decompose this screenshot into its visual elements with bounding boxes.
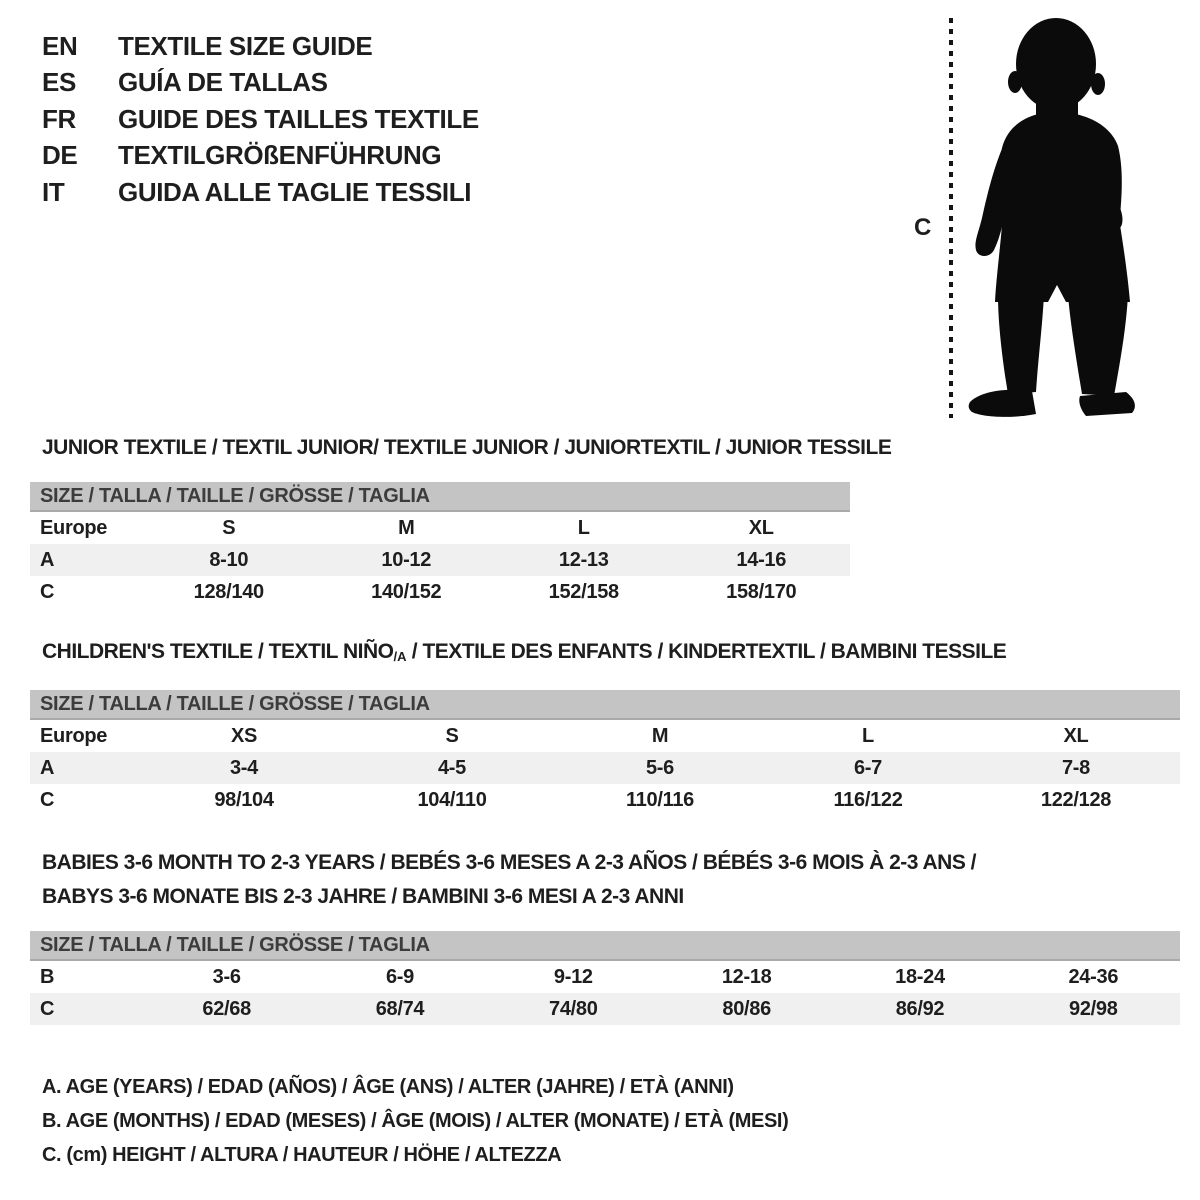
toddler-silhouette-icon	[940, 0, 1160, 430]
size-column: XS	[230, 724, 258, 747]
height-cell: 68/74	[375, 997, 425, 1020]
height-cell: 80/86	[722, 997, 771, 1020]
height-cell: 98/104	[214, 788, 274, 811]
language-row	[42, 138, 479, 175]
junior-age-row	[30, 544, 850, 576]
children-heading-text: / TEXTILE DES ENFANTS / KINDERTEXTIL / BAMBINI TESSILE	[406, 640, 1007, 663]
language-code: DE	[42, 140, 78, 171]
age-cell: 8-10	[209, 548, 249, 571]
row-label: B	[40, 965, 55, 988]
language-row	[42, 28, 479, 65]
language-row	[42, 174, 479, 211]
height-cell: 92/98	[1069, 997, 1118, 1020]
row-label: Europe	[40, 724, 108, 747]
junior-size-bar: SIZE / TALLA / TAILLE / GRÖSSE / TAGLIA	[30, 482, 850, 512]
language-code: ES	[42, 67, 76, 98]
height-cell: 86/92	[895, 997, 945, 1020]
babies-heading-line2: BABYS 3-6 MONATE BIS 2-3 JAHRE / BAMBINI 3-6 MESI A 2-3 ANNI	[42, 885, 684, 908]
height-cell: 110/116	[626, 788, 694, 811]
babies-heading-line1: BABIES 3-6 MONTH TO 2-3 YEARS / BEBÉS 3-6 MESES A 2-3 AÑOS / BÉBÉS 3-6 MOIS À 2-3 ANS /	[42, 851, 977, 874]
age-cell: 5-6	[645, 756, 674, 779]
months-cell: 24-36	[1068, 965, 1119, 988]
language-header	[42, 28, 479, 211]
children-size-table	[30, 690, 1180, 816]
language-title: GUÍA DE TALLAS	[118, 67, 328, 98]
junior-size-table	[30, 482, 850, 608]
height-cell: 152/158	[548, 580, 619, 603]
row-label: C	[40, 997, 55, 1020]
months-cell: 6-9	[385, 965, 414, 988]
row-label: Europe	[40, 516, 108, 539]
children-columns-row	[30, 720, 1180, 752]
children-height-row	[30, 784, 1180, 816]
size-column: M	[651, 724, 669, 747]
language-code: FR	[42, 103, 76, 134]
children-heading-suffix: /A	[393, 649, 407, 664]
legend-line-b: B. AGE (MONTHS) / EDAD (MESES) / ÂGE (MOIS) / ALTER (MONATE) / ETÀ (MESI)	[42, 1110, 789, 1132]
height-cell: 62/68	[202, 997, 251, 1020]
age-cell: 12-13	[558, 548, 609, 571]
row-label: C	[40, 788, 55, 811]
age-cell: 10-12	[381, 548, 432, 571]
size-column: L	[862, 724, 874, 747]
size-column: XL	[1063, 724, 1089, 747]
height-cell: 128/140	[193, 580, 264, 603]
children-heading-text: CHILDREN'S TEXTILE / TEXTIL NIÑO	[42, 640, 394, 663]
months-cell: 18-24	[895, 965, 945, 988]
age-cell: 7-8	[1061, 756, 1090, 779]
size-column: XL	[748, 516, 774, 539]
height-measure-label: C	[914, 214, 932, 241]
row-label: A	[40, 756, 55, 779]
babies-section-heading	[42, 846, 976, 914]
legend-line-c: C. (cm) HEIGHT / ALTURA / HAUTEUR / HÖHE / ALTEZZA	[42, 1144, 562, 1166]
language-row	[42, 101, 479, 138]
junior-height-row	[30, 576, 850, 608]
legend	[42, 1070, 788, 1172]
size-column: M	[398, 516, 415, 539]
junior-columns-row	[30, 512, 850, 544]
children-section-heading	[42, 640, 1006, 664]
babies-height-row	[30, 993, 1180, 1025]
height-cell: 140/152	[371, 580, 442, 603]
children-age-row	[30, 752, 1180, 784]
size-column: S	[445, 724, 459, 747]
months-cell: 3-6	[212, 965, 241, 988]
months-cell: 9-12	[553, 965, 593, 988]
age-cell: 6-7	[853, 756, 882, 779]
row-label: C	[40, 580, 55, 603]
height-cell: 74/80	[549, 997, 598, 1020]
junior-section-heading: JUNIOR TEXTILE / TEXTIL JUNIOR/ TEXTILE JUNIOR / JUNIORTEXTIL / JUNIOR TESSILE	[42, 436, 892, 459]
age-cell: 3-4	[229, 756, 258, 779]
babies-months-row	[30, 961, 1180, 993]
height-cell: 104/110	[417, 788, 487, 811]
legend-line-a: A. AGE (YEARS) / EDAD (AÑOS) / ÂGE (ANS) / ALTER (JAHRE) / ETÀ (ANNI)	[42, 1076, 734, 1098]
children-size-bar: SIZE / TALLA / TAILLE / GRÖSSE / TAGLIA	[30, 690, 1180, 720]
size-column: L	[577, 516, 590, 539]
language-title: TEXTILGRÖßENFÜHRUNG	[118, 140, 442, 171]
age-cell: 4-5	[437, 756, 466, 779]
age-cell: 14-16	[736, 548, 787, 571]
height-cell: 158/170	[726, 580, 797, 603]
language-code: EN	[42, 30, 78, 61]
language-title: GUIDE DES TAILLES TEXTILE	[118, 103, 479, 134]
babies-size-bar: SIZE / TALLA / TAILLE / GRÖSSE / TAGLIA	[30, 931, 1180, 961]
language-title: GUIDA ALLE TAGLIE TESSILI	[118, 176, 472, 207]
height-cell: 116/122	[833, 788, 903, 811]
language-code: IT	[42, 176, 65, 207]
language-title: TEXTILE SIZE GUIDE	[118, 30, 373, 61]
row-label: A	[40, 548, 55, 571]
size-column: S	[222, 516, 236, 539]
language-row	[42, 65, 479, 102]
months-cell: 12-18	[721, 965, 772, 988]
height-cell: 122/128	[1040, 788, 1112, 811]
babies-size-table	[30, 931, 1180, 1025]
